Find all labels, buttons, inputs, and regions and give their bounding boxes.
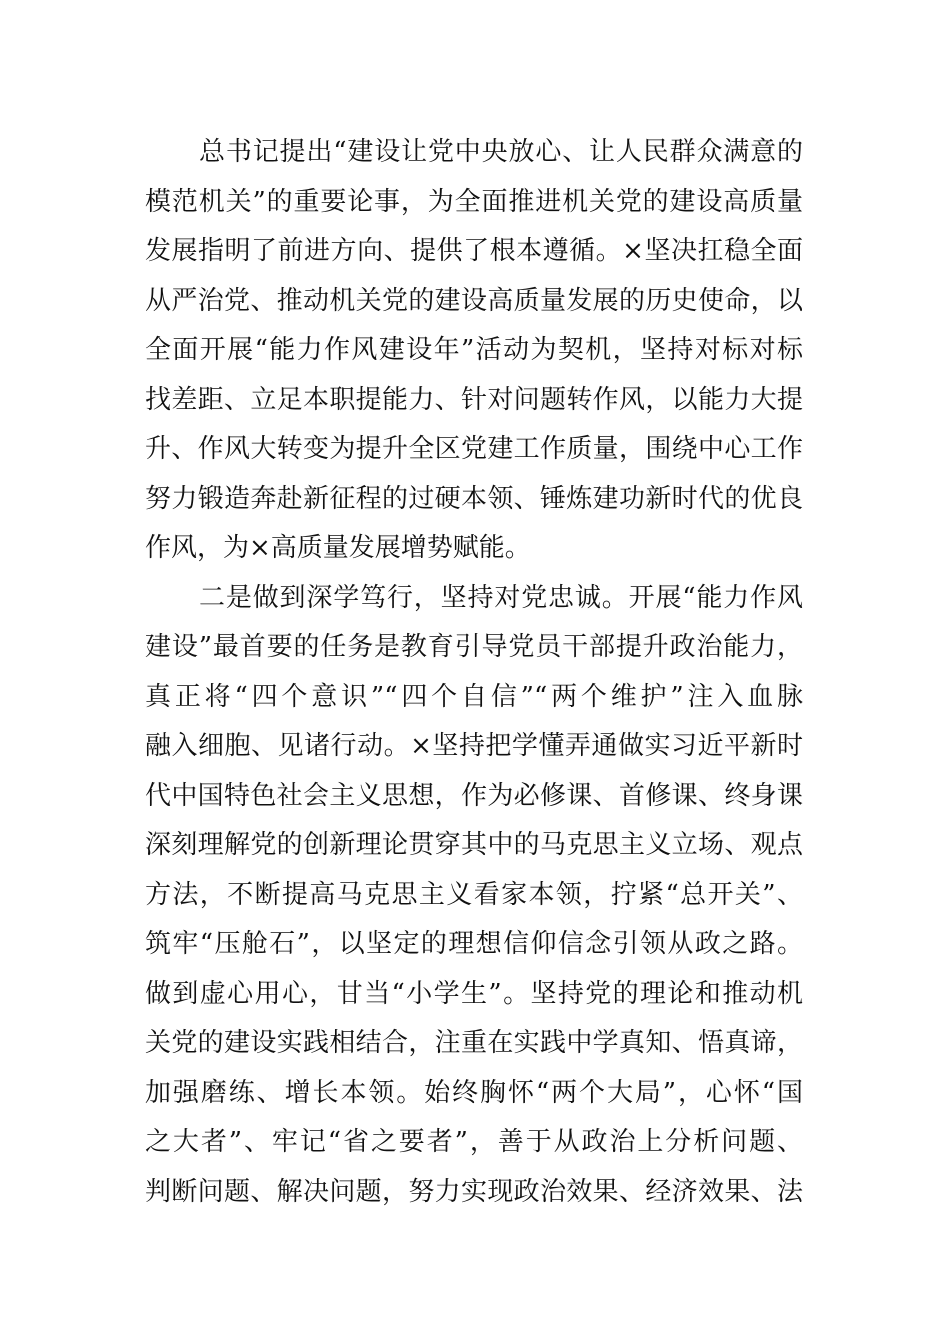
text-line: 关党的建设实践相结合，注重在实践中学真知、悟真谛， xyxy=(145,1028,803,1058)
text-line: 总书记提出“建设让党中央放心、让人民群众满意的 xyxy=(199,137,803,167)
text-line: 模范机关”的重要论事，为全面推进机关党的建设高质量 xyxy=(145,186,803,217)
text-line: 真正将“四个意识”“四个自信”“两个维护”注入血脉 xyxy=(145,681,803,712)
text-line: 发展指明了前进方向、提供了根本遵循。×坚决扛稳全面 xyxy=(145,236,803,266)
text-line: 二是做到深学笃行，坚持对党忠诚。开展“能力作风 xyxy=(199,582,803,613)
text-line: 深刻理解党的创新理论贯穿其中的马克思主义立场、观点 xyxy=(145,830,803,860)
paragraph-1 xyxy=(145,132,803,578)
text-line: 代中国特色社会主义思想，作为必修课、首修课、终身课 xyxy=(145,780,803,811)
text-line: 找差距、立足本职提能力、针对问题转作风，以能力大提 xyxy=(145,384,803,415)
text-line: 努力锻造奔赴新征程的过硬本领、锤炼建功新时代的优良 xyxy=(145,483,803,514)
text-line: 方法，不断提高马克思主义看家本领，拧紧“总开关”、 xyxy=(145,879,803,910)
document-page xyxy=(145,132,803,1221)
text-line: 做到虚心用心，甘当“小学生”。坚持党的理论和推动机 xyxy=(145,978,803,1009)
text-line: 融入细胞、见诸行动。×坚持把学懂弄通做实习近平新时 xyxy=(145,731,803,761)
text-line: 从严治党、推动机关党的建设高质量发展的历史使命，以 xyxy=(145,285,803,316)
text-line: 筑牢“压舱石”，以坚定的理想信仰信念引领从政之路。 xyxy=(145,929,803,959)
text-line: 全面开展“能力作风建设年”活动为契机，坚持对标对标 xyxy=(145,335,803,365)
text-line: 判断问题、解决问题，努力实现政治效果、经济效果、法 xyxy=(145,1176,803,1207)
text-line: 之大者”、牢记“省之要者”，善于从政治上分析问题、 xyxy=(145,1127,803,1157)
text-line: 建设”最首要的任务是教育引导党员干部提升政治能力， xyxy=(145,632,803,662)
text-line: 作风，为×高质量发展增势赋能。 xyxy=(145,533,531,563)
text-line: 升、作风大转变为提升全区党建工作质量，围绕中心工作 xyxy=(145,434,803,464)
text-line: 加强磨练、增长本领。始终胸怀“两个大局”，心怀“国 xyxy=(145,1077,803,1108)
paragraph-2 xyxy=(145,578,803,1222)
